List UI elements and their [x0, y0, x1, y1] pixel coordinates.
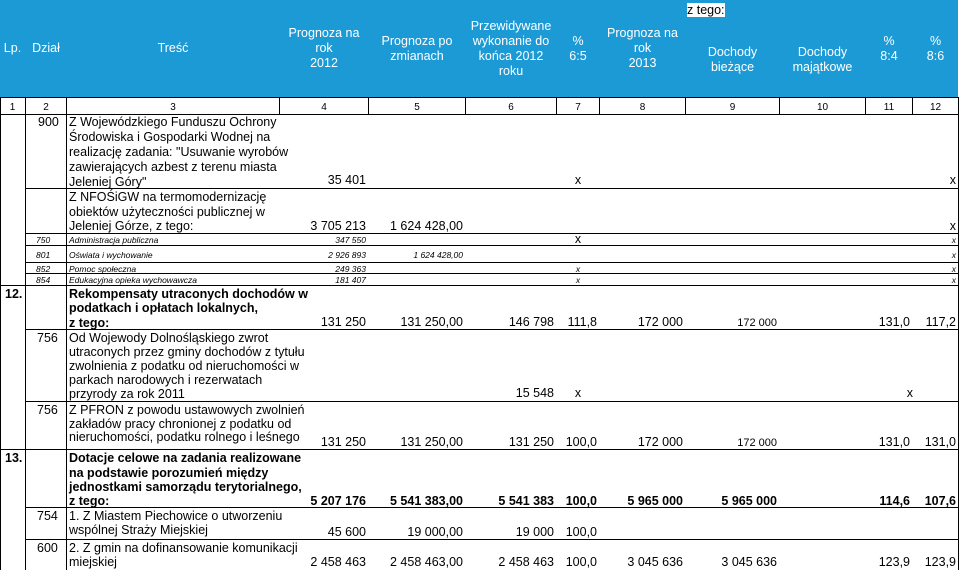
- header-dzial: Dział: [32, 41, 60, 55]
- row-801-text: Oświata i wychowanie: [69, 250, 153, 260]
- row-756a-col6: 15 548: [515, 386, 554, 400]
- row-12-col4: 131 250: [320, 315, 366, 329]
- row-900-col12: x: [949, 173, 956, 187]
- rule-row: [0, 285, 959, 286]
- row-756b-text-1: Z PFRON z powodu ustawowych zwolnień: [69, 403, 305, 417]
- row-750-col7: x: [574, 232, 582, 246]
- row-756a-text-5: przyrody za rok 2011: [69, 387, 185, 401]
- colnum-11: 11: [883, 102, 895, 113]
- row-754-col4: 45 600: [327, 525, 366, 539]
- colnum-6: 6: [508, 102, 514, 113]
- row-756a-text-3: zwolnienia z podatku od nieruchomości w: [69, 359, 299, 373]
- row-750-dzial: 750: [36, 235, 51, 245]
- row-nfosigw-col5: 1 624 428,00: [390, 219, 463, 233]
- row-756b-col5: 131 250,00: [400, 435, 463, 449]
- header-lp: Lp.: [3, 41, 22, 55]
- row-900-text-5: Jeleniej Góry": [69, 175, 147, 189]
- header-dochody-biezace: Dochody bieżące: [707, 44, 758, 74]
- row-854-col4: 181 407: [335, 275, 366, 285]
- rule-col: [66, 97, 67, 570]
- row-900-col7: x: [574, 173, 582, 187]
- row-756a-text-4: parkach narodowych i rezerwatach: [69, 373, 263, 387]
- row-756b-text-3: nieruchomości, podatku rolnego i leśnego: [69, 430, 300, 444]
- header-tresc: Treść: [157, 41, 189, 55]
- rule-col: [685, 97, 686, 115]
- row-600-col12: 123,9: [924, 555, 956, 569]
- row-600-col4: 2 458 463: [310, 555, 366, 569]
- row-12-col5: 131 250,00: [400, 315, 463, 329]
- row-801-col12: x: [951, 250, 956, 260]
- row-12-lp: 12.: [5, 287, 23, 301]
- row-756a-text-2: utraconych przez gminy dochodów z tytułu: [69, 345, 305, 359]
- row-12-col8: 172 000: [637, 315, 683, 329]
- row-nfosigw-text-2: obiektów użyteczności publicznej w: [69, 205, 265, 219]
- row-600-col11: 123,9: [878, 555, 910, 569]
- row-852-text: Pomoc społeczna: [69, 264, 137, 274]
- row-12-col9: 172 000: [737, 317, 777, 329]
- rule-col: [865, 97, 866, 115]
- row-756b-col7: 100,0: [565, 435, 597, 449]
- row-600-col6: 2 458 463: [498, 555, 554, 569]
- row-13-col9: 5 965 000: [721, 494, 777, 508]
- row-801-col4: 2 926 893: [328, 250, 366, 260]
- row-754-text-2: wspólnej Straży Miejskiej: [69, 523, 208, 537]
- row-nfosigw-text-1: Z NFOŚiGW na termomodernizację: [69, 190, 267, 204]
- row-854-col7: x: [575, 275, 581, 285]
- rule-col: [465, 97, 466, 115]
- row-854-dzial: 854: [36, 275, 51, 285]
- row-854-text: Edukacyjna opieka wychowawcza: [69, 275, 198, 285]
- rule-row: [26, 262, 959, 263]
- row-12-text-2: podatkach i opłatach lokalnych,: [69, 301, 258, 315]
- row-12-col12: 117,2: [925, 315, 956, 329]
- row-900-text-1: Z Wojewódzkiego Funduszu Ochrony: [69, 115, 277, 129]
- header-z-tego: z tego:: [687, 3, 725, 17]
- row-13-col6: 5 541 383: [498, 494, 554, 508]
- colnum-9: 9: [729, 102, 736, 113]
- row-600-col7: 100,0: [565, 555, 597, 569]
- colnum-10: 10: [816, 102, 829, 113]
- row-754-col6: 19 000: [515, 525, 554, 539]
- rule-row: [26, 273, 959, 274]
- row-756a-dzial: 756: [37, 331, 58, 345]
- rule-col: [556, 97, 557, 115]
- row-756a-col7: x: [574, 386, 582, 400]
- row-756b-col6: 131 250: [508, 435, 554, 449]
- rule-col: [279, 97, 280, 115]
- row-801-col5: 1 624 428,00: [413, 250, 463, 260]
- row-nfosigw-col12: x: [949, 219, 956, 233]
- row-852-col7: x: [575, 264, 581, 274]
- row-600-text-2: miejskiej: [69, 555, 117, 569]
- row-754-text-1: 1. Z Miastem Piechowice o utworzeniu: [69, 509, 283, 523]
- colnum-1: 1: [9, 102, 16, 113]
- header-dochody-majatkowe: Dochody majątkowe: [792, 44, 853, 74]
- rule-col: [958, 97, 959, 570]
- colnum-4: 4: [321, 102, 327, 113]
- row-852-dzial: 852: [36, 264, 51, 274]
- row-756a-col10: x: [906, 386, 913, 400]
- row-754-col7: 100,0: [565, 525, 597, 539]
- row-13-lp: 13.: [5, 451, 23, 465]
- row-nfosigw-text-3: Jeleniej Górze, z tego:: [69, 219, 194, 233]
- row-600-dzial: 600: [37, 541, 58, 555]
- row-13-col12: 107,6: [924, 494, 956, 508]
- row-13-text-4: z tego:: [69, 494, 110, 508]
- row-13-text-2: na podstawie porozumień między: [69, 466, 269, 480]
- rule-col: [0, 97, 1, 570]
- row-852-col12: x: [951, 264, 956, 274]
- row-756b-col12: 131,0: [924, 435, 956, 449]
- header-pct-8-4: % 8:4: [880, 33, 898, 63]
- rule-col: [368, 97, 369, 115]
- row-900-text-4: zawierających azbest z terenu miasta: [69, 160, 277, 174]
- row-12-text-1: Rekompensaty utraconych dochodów w: [69, 287, 308, 301]
- row-600-col9: 3 045 636: [721, 555, 777, 569]
- header-pct-8-6: % 8:6: [926, 33, 945, 63]
- row-754-dzial: 754: [37, 509, 58, 523]
- colnum-2: 2: [43, 102, 49, 113]
- row-13-col7: 100,0: [565, 494, 597, 508]
- row-750-col12: x: [951, 235, 956, 245]
- row-750-col4: 347 550: [335, 235, 366, 245]
- header-pct-6-5: % 6:5: [569, 33, 587, 63]
- row-12-col7: 111,8: [567, 315, 597, 329]
- row-756a-text-1: Od Wojewody Dolnośląskiego zwrot: [69, 331, 269, 345]
- row-600-col8: 3 045 636: [627, 555, 683, 569]
- row-12-col6: 146 798: [508, 315, 554, 329]
- row-900-col4: 35 401: [327, 173, 366, 187]
- row-854-col12: x: [951, 275, 956, 285]
- header-prognoza-2012: Prognoza na rok 2012: [288, 26, 360, 70]
- rule-col: [599, 97, 600, 115]
- row-750-text: Administracja publiczna: [69, 235, 159, 245]
- row-900-text-2: Środowiska i Gospodarki Wodnej na: [69, 130, 271, 144]
- colnum-12: 12: [929, 102, 942, 113]
- colnum-5: 5: [414, 102, 420, 113]
- row-754-col5: 19 000,00: [407, 525, 463, 539]
- row-13-text-1: Dotacje celowe na zadania realizowane: [69, 451, 302, 465]
- colnum-3: 3: [170, 102, 176, 113]
- row-756b-col4: 131 250: [320, 435, 366, 449]
- header-prognoza-2013: Prognoza na rok 2013: [607, 26, 678, 70]
- rule-row: [26, 245, 959, 246]
- row-13-text-3: jednostkami samorządu terytorialnego,: [69, 480, 302, 494]
- rule-col: [912, 97, 913, 115]
- row-756b-text-2: zakładów pracy chronionej z podatku od: [69, 417, 292, 431]
- row-756b-col11: 131,0: [878, 435, 910, 449]
- row-12-col11: 131,0: [878, 315, 910, 329]
- header-przewidywane: Przewidywane wykonanie do końca 2012 roku: [470, 18, 552, 78]
- row-13-col11: 114,6: [879, 494, 910, 508]
- row-13-col5: 5 541 383,00: [390, 494, 463, 508]
- row-12-text-3: z tego:: [69, 316, 110, 330]
- row-852-col4: 249 363: [335, 264, 366, 274]
- colnum-8: 8: [639, 102, 646, 113]
- row-nfosigw-col4: 3 705 213: [310, 219, 366, 233]
- rule-header-bottom: [0, 97, 959, 98]
- row-756b-dzial: 756: [37, 403, 58, 417]
- row-900-dzial: 900: [38, 115, 59, 129]
- rule-row: [26, 188, 959, 189]
- row-13-col4: 5 207 176: [310, 494, 366, 508]
- row-13-col8: 5 965 000: [627, 494, 683, 508]
- colnum-7: 7: [575, 102, 581, 113]
- row-900-text-3: realizację zadania: "Usuwanie wyrobów: [69, 145, 289, 159]
- rule-col: [779, 97, 780, 115]
- row-600-col5: 2 458 463,00: [390, 555, 463, 569]
- rule-col: [25, 97, 26, 570]
- row-756b-col9: 172 000: [737, 437, 777, 449]
- row-756b-col8: 172 000: [637, 435, 683, 449]
- header-prognoza-po-zmianach: Prognoza po zmianach: [381, 33, 453, 63]
- row-600-text-1: 2. Z gmin na dofinansowanie komunikacji: [69, 541, 298, 555]
- row-801-dzial: 801: [36, 250, 51, 260]
